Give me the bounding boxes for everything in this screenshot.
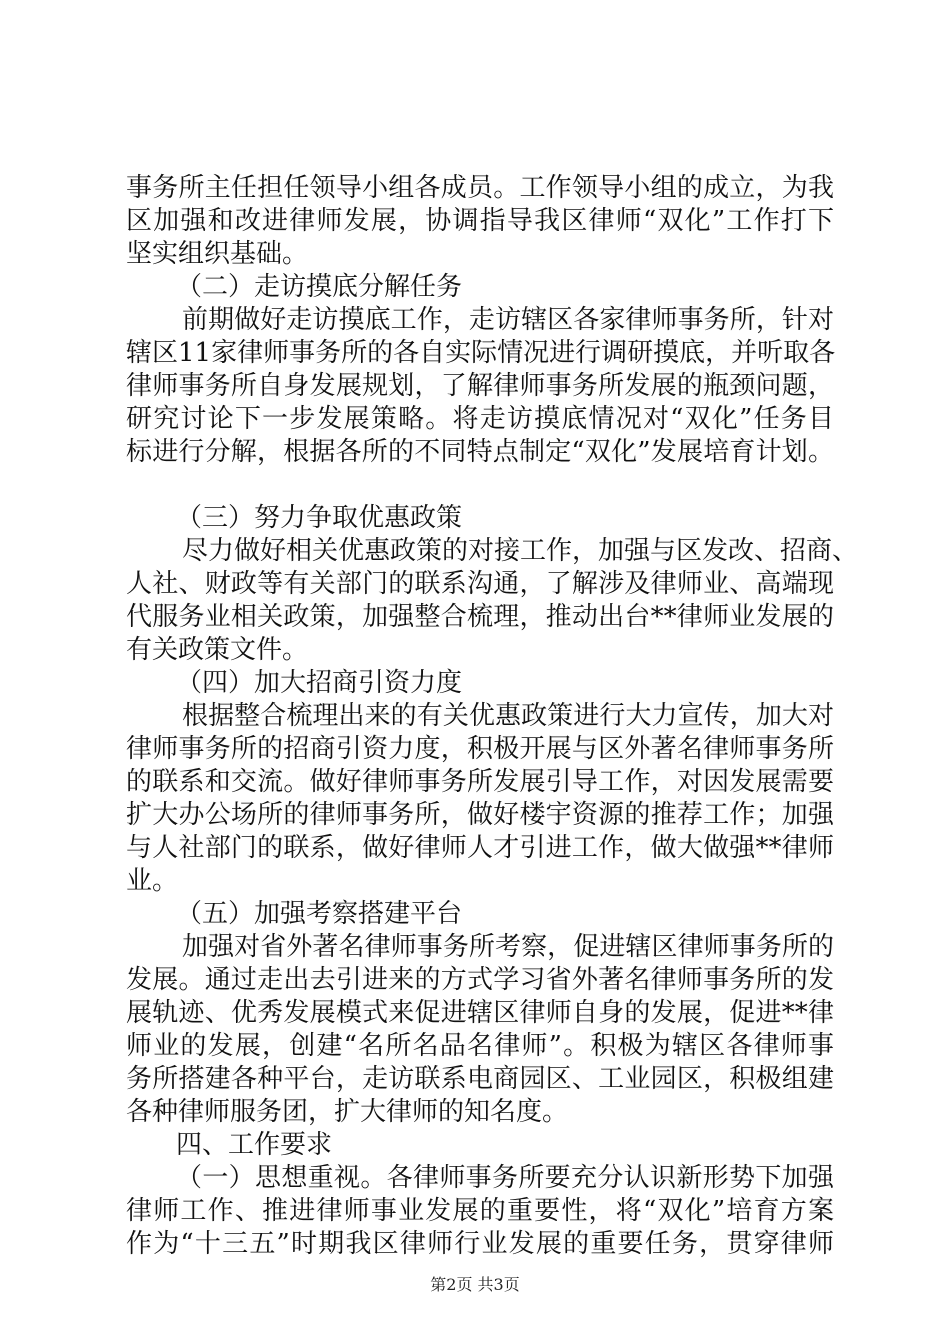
text-line: （一）思想重视。各律师事务所要充分认识新形势下加强 bbox=[176, 1163, 834, 1193]
paragraph-leadership-group bbox=[126, 172, 834, 271]
text-line: 律师事务所自身发展规划，了解律师事务所发展的瓶颈问题， bbox=[126, 371, 834, 401]
text-line: 人社、财政等有关部门的联系沟通，了解涉及律师业、高端现 bbox=[126, 569, 834, 599]
section-heading-work-requirements: 四、工作要求 bbox=[176, 1130, 333, 1160]
text-line: 务所搭建各种平台，走访联系电商园区、工业园区，积极组建 bbox=[126, 1064, 834, 1094]
section-heading-3: （三）努力争取优惠政策 bbox=[176, 503, 463, 533]
text-line: 与人社部门的联系，做好律师人才引进工作，做大做强**律师 bbox=[126, 833, 834, 863]
text-line: 各种律师服务团，扩大律师的知名度。 bbox=[126, 1097, 569, 1127]
text-line: 有关政策文件。 bbox=[126, 635, 309, 665]
text-line: 坚实组织基础。 bbox=[126, 239, 309, 269]
paragraph-ideological-emphasis bbox=[126, 1162, 834, 1261]
text-line: 事务所主任担任领导小组各成员。工作领导小组的成立，为我 bbox=[126, 173, 834, 203]
text-line: 展轨迹、优秀发展模式来促进辖区律师自身的发展，促进**律 bbox=[126, 998, 834, 1028]
text-line: 的联系和交流。做好律师事务所发展引导工作，对因发展需要 bbox=[126, 767, 834, 797]
blank-line bbox=[126, 469, 834, 502]
text-line: 律师事务所的招商引资力度，积极开展与区外著名律师事务所 bbox=[126, 734, 834, 764]
text-line: 业。 bbox=[126, 866, 179, 896]
page-number: 第2页 共3页 bbox=[430, 1275, 520, 1294]
text-line: 律师工作、推进律师事业发展的重要性，将“双化”培育方案 bbox=[126, 1196, 834, 1226]
section-heading-5: （五）加强考察搭建平台 bbox=[176, 899, 463, 929]
paragraph-investment-promotion bbox=[126, 700, 834, 898]
text-line: 区加强和改进律师发展，协调指导我区律师“双化”工作打下 bbox=[126, 206, 834, 236]
text-line: 根据整合梳理出来的有关优惠政策进行大力宣传，加大对 bbox=[182, 701, 834, 731]
section-heading-2: （二）走访摸底分解任务 bbox=[176, 272, 463, 302]
text-line: 作为“十三五”时期我区律师行业发展的重要任务，贯穿律师 bbox=[126, 1229, 834, 1259]
text-line: 师业的发展，创建“名所名品名律师”。积极为辖区各律师事 bbox=[126, 1031, 834, 1061]
text-line: 扩大办公场所的律师事务所，做好楼宇资源的推荐工作；加强 bbox=[126, 800, 834, 830]
paragraph-platform-building bbox=[126, 931, 834, 1129]
text-line: 辖区11家律师事务所的各自实际情况进行调研摸底，并听取各 bbox=[126, 338, 836, 368]
text-line: 尽力做好相关优惠政策的对接工作，加强与区发改、招商、 bbox=[182, 536, 859, 566]
text-line: 前期做好走访摸底工作，走访辖区各家律师事务所，针对 bbox=[182, 305, 834, 335]
document-body bbox=[126, 172, 859, 1261]
text-line: 代服务业相关政策，加强整合梳理，推动出台**律师业发展的 bbox=[126, 602, 834, 632]
text-line: 加强对省外著名律师事务所考察，促进辖区律师事务所的 bbox=[182, 932, 834, 962]
paragraph-preferential-policy bbox=[126, 535, 859, 667]
paragraph-visit-survey bbox=[126, 304, 834, 469]
text-line: 研究讨论下一步发展策略。将走访摸底情况对“双化”任务目 bbox=[126, 404, 834, 434]
text-line: 发展。通过走出去引进来的方式学习省外著名律师事务所的发 bbox=[126, 965, 834, 995]
text-line: 标进行分解，根据各所的不同特点制定“双化”发展培育计划。 bbox=[126, 437, 834, 467]
section-heading-4: （四）加大招商引资力度 bbox=[176, 668, 463, 698]
